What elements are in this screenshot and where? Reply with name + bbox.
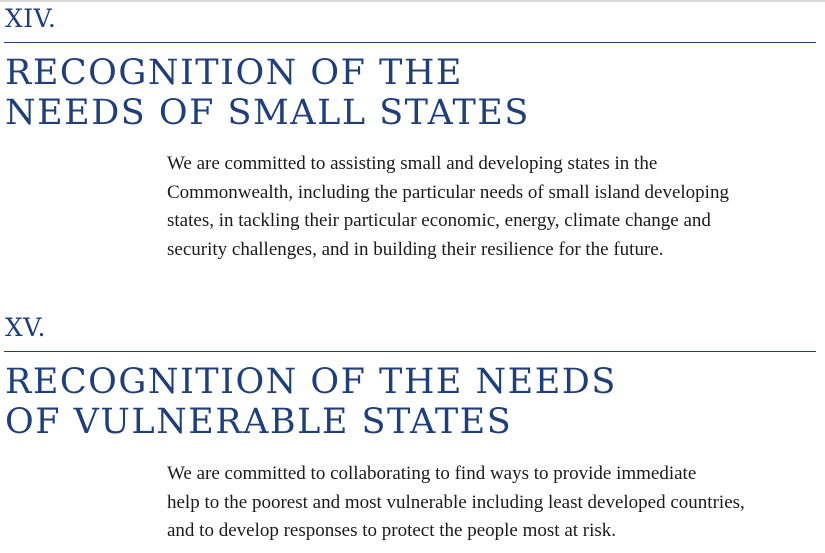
body-line: We are committed to collaborating to find ways to provide immediate — [167, 463, 697, 484]
section-divider — [4, 351, 816, 352]
heading-line: RECOGNITION OF THE NEEDS — [5, 362, 617, 402]
body-line: Commonwealth, including the particular needs of small island developing — [167, 181, 729, 203]
body-line: security challenges, and in building their resilience for the future. — [167, 238, 664, 260]
section-heading — [5, 362, 617, 442]
heading-line: OF VULNERABLE STATES — [5, 402, 513, 442]
top-rule — [0, 0, 825, 2]
section-heading — [5, 53, 530, 133]
section-divider — [4, 42, 816, 43]
heading-line: RECOGNITION OF THE — [5, 53, 463, 93]
body-line: We are committed to assisting small and developing states in the — [167, 153, 658, 174]
section-body — [167, 460, 745, 546]
section-body — [167, 150, 729, 264]
body-line: states, in tackling their particular economic, energy, climate change and — [167, 210, 711, 231]
body-line: help to the poorest and most vulnerable including least developed countries, — [167, 491, 745, 513]
section-numeral: XV. — [5, 313, 46, 342]
heading-line: NEEDS OF SMALL STATES — [5, 93, 530, 133]
body-line: and to develop responses to protect the people most at risk. — [167, 520, 617, 541]
section-numeral: XIV. — [5, 4, 57, 33]
